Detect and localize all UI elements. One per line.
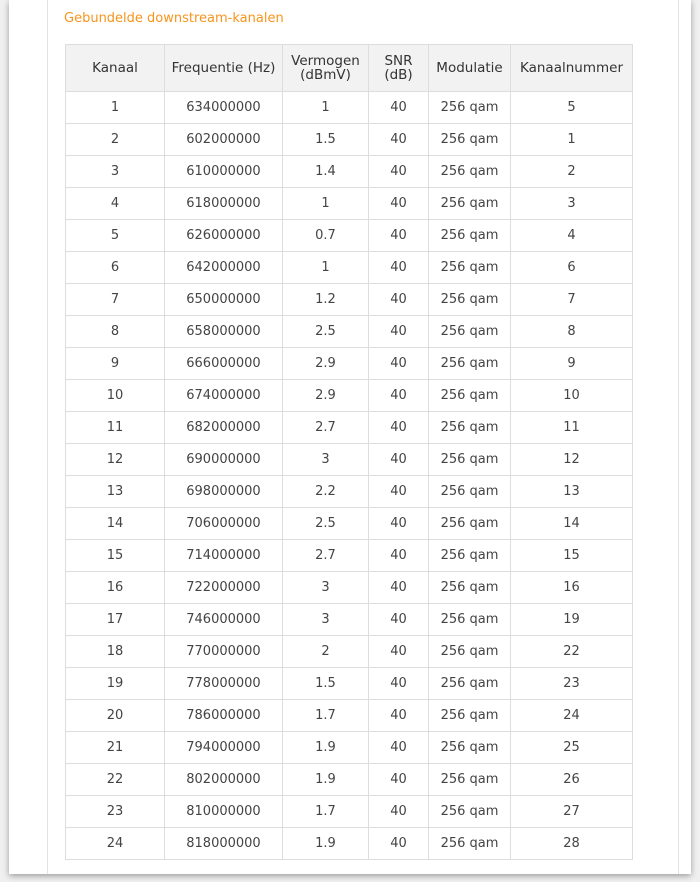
table-row (66, 92, 633, 124)
cell-vermogen: 1.2 (283, 284, 369, 316)
cell-modulatie: 256 qam (429, 540, 511, 572)
table-row (66, 284, 633, 316)
cell-snr: 40 (369, 732, 429, 764)
cell-kanaalnummer: 5 (511, 92, 633, 124)
cell-snr: 40 (369, 444, 429, 476)
cell-kanaalnummer: 1 (511, 124, 633, 156)
cell-vermogen: 1.9 (283, 828, 369, 860)
cell-snr: 40 (369, 636, 429, 668)
cell-vermogen: 3 (283, 604, 369, 636)
cell-snr: 40 (369, 700, 429, 732)
cell-kanaal: 8 (66, 316, 165, 348)
table-body (66, 92, 633, 860)
cell-vermogen: 2.2 (283, 476, 369, 508)
table-row (66, 412, 633, 444)
cell-vermogen: 3 (283, 444, 369, 476)
cell-vermogen: 2.9 (283, 380, 369, 412)
cell-frequentie: 634000000 (165, 92, 283, 124)
table-row (66, 604, 633, 636)
cell-modulatie: 256 qam (429, 188, 511, 220)
cell-snr: 40 (369, 380, 429, 412)
cell-vermogen: 1 (283, 92, 369, 124)
cell-vermogen: 2 (283, 636, 369, 668)
cell-snr: 40 (369, 764, 429, 796)
table-row (66, 508, 633, 540)
cell-frequentie: 666000000 (165, 348, 283, 380)
cell-kanaal: 23 (66, 796, 165, 828)
cell-kanaal: 10 (66, 380, 165, 412)
table-row (66, 828, 633, 860)
cell-snr: 40 (369, 124, 429, 156)
cell-kanaal: 22 (66, 764, 165, 796)
cell-frequentie: 626000000 (165, 220, 283, 252)
cell-kanaal: 18 (66, 636, 165, 668)
table-row (66, 220, 633, 252)
cell-snr: 40 (369, 156, 429, 188)
cell-snr: 40 (369, 828, 429, 860)
column-header-snr (369, 45, 429, 92)
cell-modulatie: 256 qam (429, 252, 511, 284)
table-row (66, 444, 633, 476)
cell-modulatie: 256 qam (429, 316, 511, 348)
cell-kanaalnummer: 2 (511, 156, 633, 188)
table-row (66, 796, 633, 828)
cell-kanaal: 15 (66, 540, 165, 572)
cell-frequentie: 714000000 (165, 540, 283, 572)
table-row (66, 348, 633, 380)
cell-modulatie: 256 qam (429, 764, 511, 796)
cell-kanaalnummer: 9 (511, 348, 633, 380)
page-frame (9, 0, 691, 874)
cell-kanaalnummer: 27 (511, 796, 633, 828)
cell-modulatie: 256 qam (429, 668, 511, 700)
table-row (66, 572, 633, 604)
cell-frequentie: 786000000 (165, 700, 283, 732)
cell-snr: 40 (369, 412, 429, 444)
cell-kanaal: 16 (66, 572, 165, 604)
cell-modulatie: 256 qam (429, 380, 511, 412)
cell-modulatie: 256 qam (429, 636, 511, 668)
cell-frequentie: 746000000 (165, 604, 283, 636)
cell-vermogen: 2.7 (283, 412, 369, 444)
cell-frequentie: 618000000 (165, 188, 283, 220)
cell-vermogen: 0.7 (283, 220, 369, 252)
cell-kanaal: 24 (66, 828, 165, 860)
cell-snr: 40 (369, 92, 429, 124)
cell-kanaalnummer: 28 (511, 828, 633, 860)
table-row (66, 732, 633, 764)
cell-vermogen: 1.9 (283, 732, 369, 764)
column-header-snr-name: SNR (384, 53, 413, 69)
cell-modulatie: 256 qam (429, 476, 511, 508)
cell-modulatie: 256 qam (429, 572, 511, 604)
cell-modulatie: 256 qam (429, 732, 511, 764)
cell-modulatie: 256 qam (429, 348, 511, 380)
cell-modulatie: 256 qam (429, 124, 511, 156)
table-row (66, 156, 633, 188)
cell-frequentie: 674000000 (165, 380, 283, 412)
cell-kanaal: 9 (66, 348, 165, 380)
cell-kanaal: 17 (66, 604, 165, 636)
cell-snr: 40 (369, 188, 429, 220)
cell-modulatie: 256 qam (429, 508, 511, 540)
cell-kanaalnummer: 13 (511, 476, 633, 508)
cell-vermogen: 1.4 (283, 156, 369, 188)
cell-frequentie: 770000000 (165, 636, 283, 668)
cell-frequentie: 682000000 (165, 412, 283, 444)
column-header-modulatie: Modulatie (429, 45, 511, 92)
cell-vermogen: 1.7 (283, 700, 369, 732)
cell-kanaal: 14 (66, 508, 165, 540)
cell-vermogen: 2.5 (283, 508, 369, 540)
column-header-vermogen-name: Vermogen (291, 53, 360, 69)
cell-frequentie: 722000000 (165, 572, 283, 604)
cell-modulatie: 256 qam (429, 604, 511, 636)
cell-modulatie: 256 qam (429, 92, 511, 124)
cell-kanaalnummer: 24 (511, 700, 633, 732)
cell-frequentie: 810000000 (165, 796, 283, 828)
cell-snr: 40 (369, 540, 429, 572)
cell-snr: 40 (369, 348, 429, 380)
cell-snr: 40 (369, 668, 429, 700)
table-row (66, 700, 633, 732)
cell-vermogen: 1.9 (283, 764, 369, 796)
cell-snr: 40 (369, 252, 429, 284)
column-header-frequentie: Frequentie (Hz) (165, 45, 283, 92)
cell-modulatie: 256 qam (429, 796, 511, 828)
cell-frequentie: 778000000 (165, 668, 283, 700)
cell-vermogen: 1 (283, 188, 369, 220)
cell-snr: 40 (369, 572, 429, 604)
table-row (66, 476, 633, 508)
column-header-vermogen (283, 45, 369, 92)
table-row (66, 188, 633, 220)
table-row (66, 636, 633, 668)
cell-snr: 40 (369, 508, 429, 540)
cell-modulatie: 256 qam (429, 156, 511, 188)
cell-kanaalnummer: 14 (511, 508, 633, 540)
cell-kanaalnummer: 3 (511, 188, 633, 220)
cell-kanaalnummer: 22 (511, 636, 633, 668)
cell-kanaalnummer: 23 (511, 668, 633, 700)
cell-frequentie: 602000000 (165, 124, 283, 156)
cell-kanaal: 5 (66, 220, 165, 252)
cell-frequentie: 658000000 (165, 316, 283, 348)
cell-frequentie: 690000000 (165, 444, 283, 476)
cell-kanaalnummer: 15 (511, 540, 633, 572)
cell-kanaalnummer: 16 (511, 572, 633, 604)
table-row (66, 252, 633, 284)
cell-frequentie: 650000000 (165, 284, 283, 316)
cell-kanaalnummer: 25 (511, 732, 633, 764)
column-header-kanaalnummer: Kanaalnummer (511, 45, 633, 92)
cell-kanaal: 4 (66, 188, 165, 220)
cell-kanaalnummer: 7 (511, 284, 633, 316)
table-row (66, 124, 633, 156)
cell-modulatie: 256 qam (429, 412, 511, 444)
cell-kanaalnummer: 10 (511, 380, 633, 412)
cell-kanaalnummer: 11 (511, 412, 633, 444)
cell-frequentie: 802000000 (165, 764, 283, 796)
cell-kanaal: 6 (66, 252, 165, 284)
cell-kanaalnummer: 26 (511, 764, 633, 796)
table-row (66, 540, 633, 572)
cell-kanaal: 3 (66, 156, 165, 188)
section-title: Gebundelde downstream-kanalen (64, 11, 284, 26)
cell-kanaalnummer: 4 (511, 220, 633, 252)
cell-vermogen: 2.5 (283, 316, 369, 348)
cell-snr: 40 (369, 284, 429, 316)
cell-modulatie: 256 qam (429, 700, 511, 732)
cell-snr: 40 (369, 604, 429, 636)
table-row (66, 380, 633, 412)
cell-kanaalnummer: 6 (511, 252, 633, 284)
cell-vermogen: 1.7 (283, 796, 369, 828)
table-row (66, 764, 633, 796)
cell-vermogen: 3 (283, 572, 369, 604)
cell-modulatie: 256 qam (429, 444, 511, 476)
cell-kanaal: 12 (66, 444, 165, 476)
cell-frequentie: 642000000 (165, 252, 283, 284)
cell-modulatie: 256 qam (429, 220, 511, 252)
table-header (66, 45, 633, 92)
cell-kanaal: 7 (66, 284, 165, 316)
column-header-vermogen-unit: (dBmV) (300, 67, 351, 83)
cell-snr: 40 (369, 796, 429, 828)
cell-frequentie: 698000000 (165, 476, 283, 508)
cell-modulatie: 256 qam (429, 284, 511, 316)
cell-vermogen: 2.9 (283, 348, 369, 380)
cell-snr: 40 (369, 476, 429, 508)
column-header-snr-unit: (dB) (384, 67, 413, 83)
cell-frequentie: 818000000 (165, 828, 283, 860)
cell-kanaal: 21 (66, 732, 165, 764)
cell-frequentie: 794000000 (165, 732, 283, 764)
cell-kanaal: 11 (66, 412, 165, 444)
cell-frequentie: 610000000 (165, 156, 283, 188)
cell-kanaal: 1 (66, 92, 165, 124)
cell-snr: 40 (369, 220, 429, 252)
cell-vermogen: 1 (283, 252, 369, 284)
cell-snr: 40 (369, 316, 429, 348)
cell-vermogen: 1.5 (283, 124, 369, 156)
cell-kanaal: 20 (66, 700, 165, 732)
cell-vermogen: 2.7 (283, 540, 369, 572)
cell-kanaalnummer: 12 (511, 444, 633, 476)
cell-kanaalnummer: 8 (511, 316, 633, 348)
cell-kanaal: 19 (66, 668, 165, 700)
cell-vermogen: 1.5 (283, 668, 369, 700)
cell-kanaalnummer: 19 (511, 604, 633, 636)
table-header-row (66, 45, 633, 92)
cell-modulatie: 256 qam (429, 828, 511, 860)
downstream-channels-table (65, 44, 633, 860)
cell-kanaal: 2 (66, 124, 165, 156)
table-row (66, 668, 633, 700)
table-row (66, 316, 633, 348)
column-header-kanaal: Kanaal (66, 45, 165, 92)
cell-frequentie: 706000000 (165, 508, 283, 540)
cell-kanaal: 13 (66, 476, 165, 508)
